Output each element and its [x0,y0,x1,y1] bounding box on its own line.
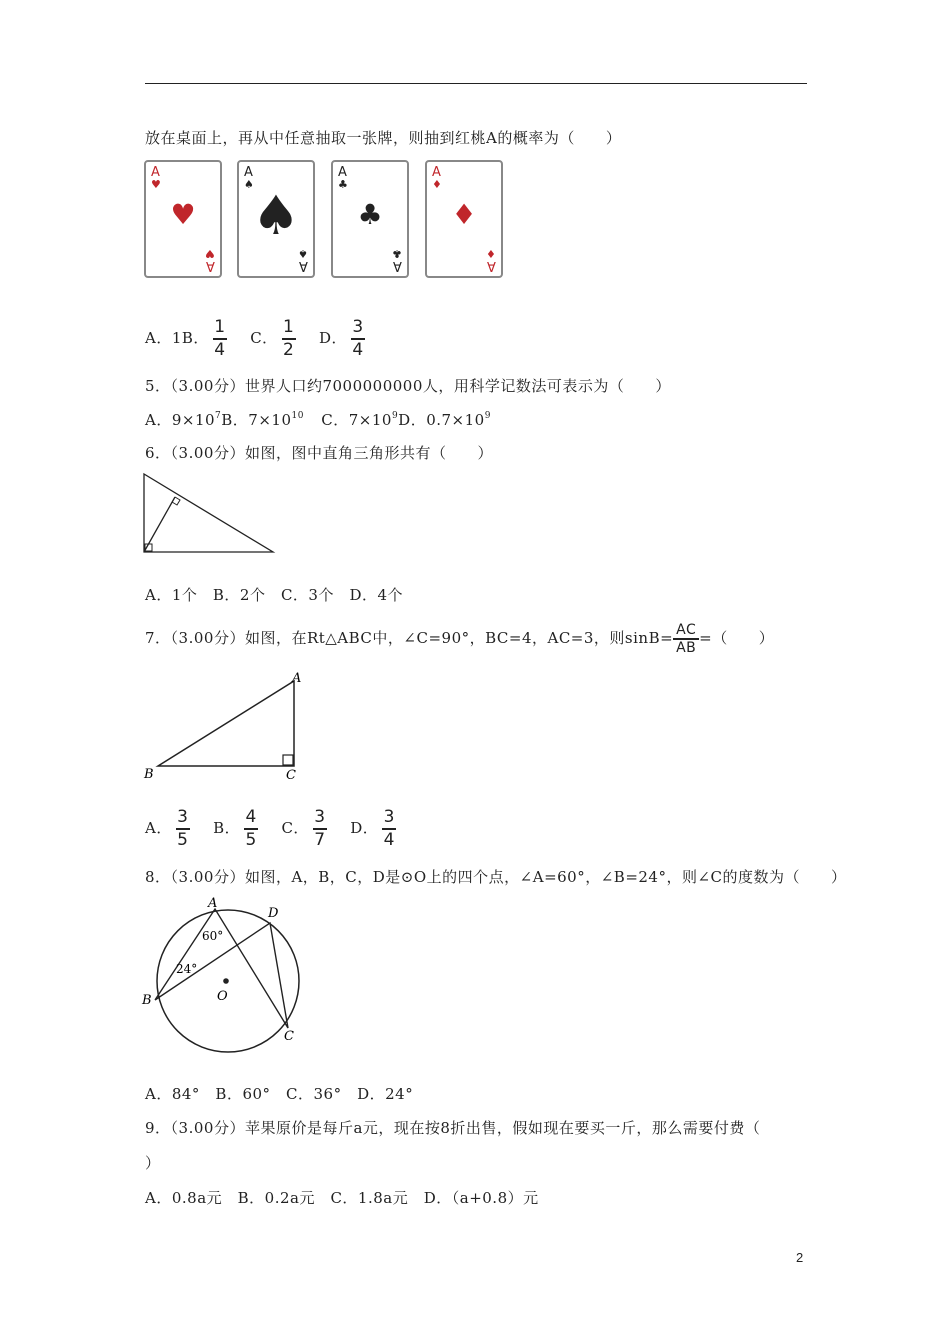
label-o: O [217,989,228,1004]
page-number: 2 [796,1250,804,1265]
card-rank: A [151,165,160,180]
denominator: 4 [352,339,364,360]
q6-triangle-figure [140,470,280,560]
spade-icon: ♠ [251,184,301,247]
q9-stem-line1: 9．（3.00分）苹果原价是每斤a元，现在按8折出售，假如现在要买一斤，那么需要付费（ [145,1119,761,1137]
q5-option-d: D．$0.7\times 10^9$ [398,411,491,429]
q7-option-d-fraction: $\frac{3}{4}$ [383,807,395,850]
q4-option-b-label: B． [181,328,209,347]
card-rank: A [338,165,347,180]
q8-circle-figure [140,892,310,1062]
numerator: 1 [283,317,295,337]
q6-options: A．1个 B．2个 C．3个 D．4个 [145,586,404,604]
q6-stem: 6．（3.00分）如图，图中直角三角形共有（ ） [145,444,493,462]
heart-icon: ♥ [151,178,161,191]
q4-option-c-label: C． [250,328,278,347]
label-b: B [142,993,152,1008]
club-icon: ♣ [357,198,383,231]
card-rank: A [244,165,253,180]
q7-option-b-fraction: $\frac{4}{5}$ [245,807,257,850]
q5-stem: 5．（3.00分）世界人口约7000000000人，用科学记数法可表示为（ ） [145,377,671,395]
q7-option-a-fraction: $\frac{3}{5}$ [177,807,189,850]
angle-b-label: 24° [176,962,198,976]
denominator: 2 [283,339,295,360]
card-ace-of-diamonds [425,160,503,278]
q4-option-b-fraction [213,318,227,360]
q8-options: A．84° B．60° C．36° D．24° [145,1085,414,1103]
card-rank: A [393,258,402,273]
q7-option-a-label: A． [145,818,172,837]
q9-stem-line2: ） [145,1154,161,1172]
q4-option-d-fraction [351,318,365,360]
label-c: C [286,768,296,783]
card-ace-of-hearts [144,160,222,278]
q7-option-c-fraction: $\frac{3}{7}$ [314,807,326,850]
q4-options [145,318,369,360]
club-icon: ♣ [392,247,402,260]
card-rank: A [432,165,441,180]
q7-options [145,808,400,850]
diamond-icon: ♦ [486,247,496,260]
label-c: C [284,1029,294,1044]
label-a: A [208,896,218,911]
q5-option-b: B．$7\times 10^{10}$ [221,411,304,429]
q7-option-b-label: B． [213,818,241,837]
q8-stem: 8．（3.00分）如图，A，B，C，D是⊙O上的四个点，∠A=60°，∠B=24°，则∠C的度数为（ ） [145,868,847,886]
q9-options: A．0.8a元 B．0.2a元 C．1.8a元 D．（a+0.8）元 [145,1189,539,1207]
diamond-icon: ♦ [432,178,442,191]
q7-stem: 7．（3.00分）如图，在Rt△ABC中，∠C=90°，BC=4，AC=3，则sinB= $\frac{AC}{AB}$ =（ ） [145,622,775,656]
diamond-icon: ♦ [451,198,477,231]
heart-icon: ♥ [170,198,196,231]
numerator: 1 [214,317,226,337]
q7-option-c-label: C． [281,818,309,837]
q5-option-c: C．$7\times 10^9$ [321,411,399,429]
q4-option-c-fraction [282,318,296,360]
card-rank: A [299,258,308,273]
angle-a-label: 60° [202,929,224,943]
numerator: 3 [352,317,364,337]
q4-option-d-label: D． [318,328,347,347]
q5-options [145,409,491,430]
q5-option-a: A．$9\times 10^7$ [145,411,222,429]
label-d: D [268,906,279,921]
q4-stem: 放在桌面上，再从中任意抽取一张牌，则抽到红桃A的概率为（ ） [145,129,622,147]
card-rank: A [487,258,496,273]
spade-icon: ♠ [244,178,254,191]
q7-option-d-label: D． [350,818,379,837]
label-a: A [292,671,302,686]
club-icon: ♣ [338,178,348,191]
card-ace-of-clubs [331,160,409,278]
header-rule [145,83,807,84]
heart-icon: ♥ [205,247,215,260]
card-ace-of-spades [237,160,315,278]
spade-icon: ♠ [298,247,308,260]
q4-option-a: A．1 [145,328,182,347]
q7-sinb-fraction: $\frac{AC}{AB}$ [673,622,699,656]
label-b: B [144,767,154,782]
card-rank: A [206,258,215,273]
denominator: 4 [214,339,226,360]
q7-right-triangle-figure [140,668,310,786]
